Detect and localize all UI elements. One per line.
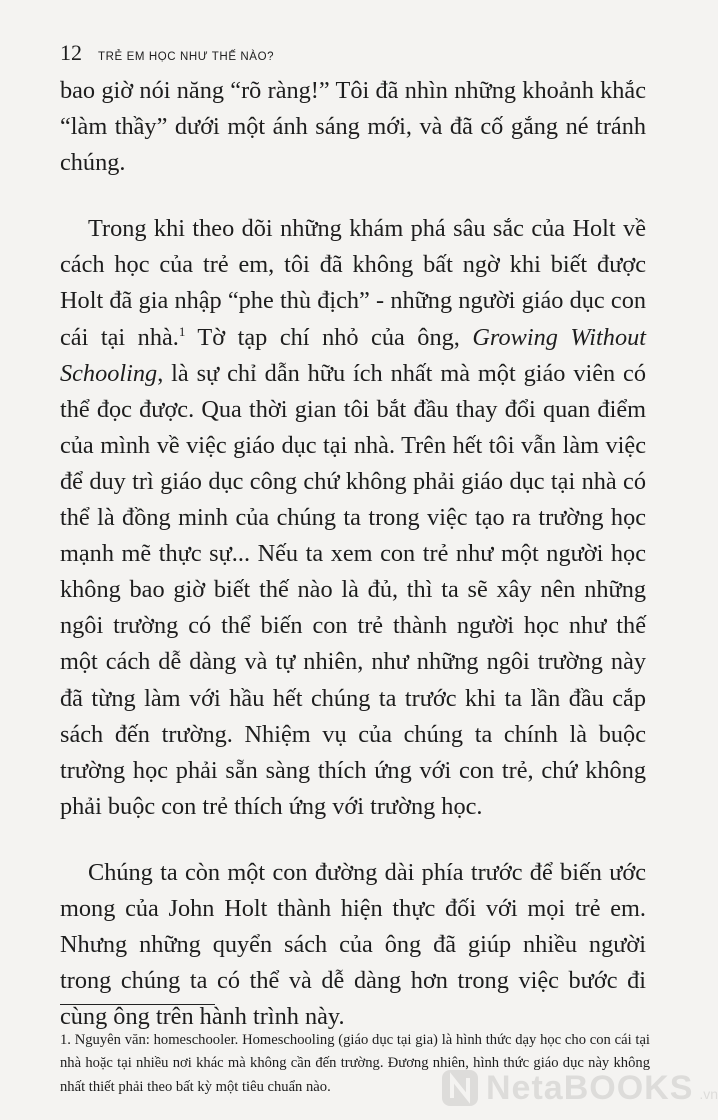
paragraph-2-text-c: , là sự chỉ dẫn hữu ích nhất mà một giáo viên có thể đọc được. Qua thời gian tôi bắt đầu thay đổi quan điểm của mình về việc giáo dục tại nhà. Trên hết tôi vẫn làm việc để duy trì giáo dục công chứ không phải giáo dục tại nhà có thể là đồng minh của chúng ta trong việc tạo ra trường học mạnh mẽ thực sự... Nếu ta xem con trẻ như một người học không bao giờ biết thế nào là đủ, thì ta sẽ xây nên những ngôi trường có thể biến con trẻ thành người học như thế một cách dễ dàng và tự nhiên, như những ngôi trường này đã từng làm với hầu hết chúng ta trước khi ta lần đầu cắp sách đến trường. Nhiệm vụ của chúng ta chính là buộc trường học phải sẵn sàng thích ứng với con trẻ, chứ không phải buộc con trẻ thích ứng với trường học.: [60, 359, 646, 820]
magazine-title: Growing Without Schooling: [60, 323, 646, 387]
watermark-logo-icon: [440, 1068, 480, 1108]
paragraph-3: Chúng ta còn một con đường dài phía trước để biến ước mong của John Holt thành hiện thực đối với mọi trẻ em. Nhưng những quyển sách của ông đã giúp nhiều người trong chúng ta có thể và dễ dàng hơn trong việc bước đi cùng ông trên hành trình này.: [60, 858, 646, 1031]
paragraph-2-text-a: Trong khi theo dõi những khám phá sâu sắc của Holt về cách học của trẻ em, tôi đã không bất ngờ khi biết được Holt đã gia nhập “phe thù địch” - những người giáo dục con cái tại nhà.: [60, 215, 646, 351]
watermark: [440, 1066, 718, 1110]
footnote: 1. Nguyên văn: homeschooler. Homeschooling (giáo dục tại gia) là hình thức dạy học cho con cái tại nhà hoặc tại nhiều nơi khác mà không cần đến trường. Đương nhiên, hình thức giáo dục này không nhất thiết phải theo bất kỳ một tiêu chuẩn nào.: [60, 1031, 650, 1095]
running-title: TRẺ EM HỌC NHƯ THẾ NÀO?: [98, 51, 275, 63]
paragraph-1: bao giờ nói năng “rõ ràng!” Tôi đã nhìn những khoảnh khắc “làm thầy” dưới một ánh sáng mới, và đã cố gắng né tránh chúng.: [60, 77, 646, 177]
watermark-suffix: .vn: [699, 1086, 718, 1102]
paragraph-2: [60, 211, 646, 825]
page-header: [60, 40, 274, 66]
footnote-marker[interactable]: 1: [178, 323, 186, 339]
paragraph-gap: [60, 181, 646, 211]
paragraph-gap: [60, 825, 646, 855]
body-text: [60, 73, 646, 1035]
page-number: 12: [60, 40, 82, 65]
footnote-divider: [60, 1004, 215, 1005]
watermark-text: NetaBOOKS: [486, 1068, 694, 1107]
paragraph-2-text-b: Tờ tạp chí nhỏ của ông,: [185, 323, 473, 351]
